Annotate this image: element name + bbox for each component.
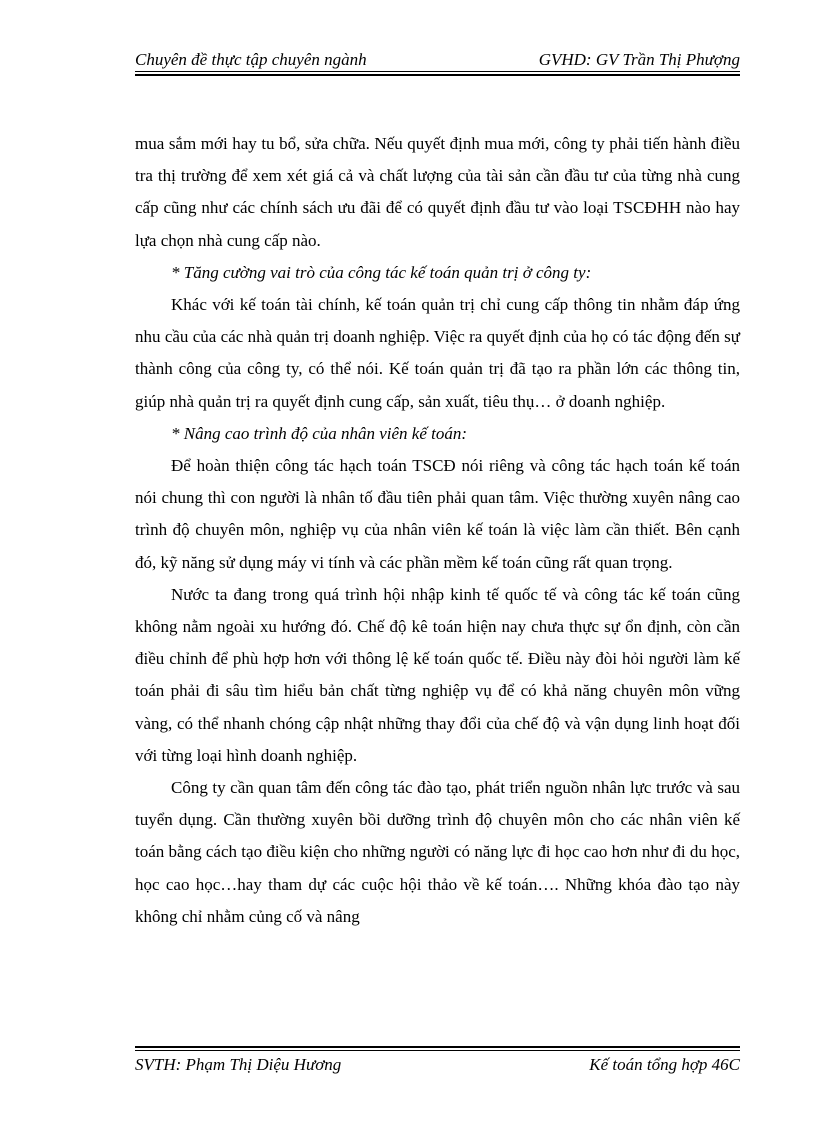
section-heading-staff-training: * Nâng cao trình độ của nhân viên kế toán: <box>171 423 468 443</box>
document-body <box>135 128 740 933</box>
paragraph-human-factor: Để hoàn thiện công tác hạch toán TSCĐ nói riêng và công tác hạch toán kế toán nói chung thì con người là nhân tố đầu tiên phải quan tâm. Việc thường xuyên nâng cao trình độ chuyên môn, nghiệp vụ của nhân viên kế toán là việc làm cần thiết. Bên cạnh đó, kỹ năng sử dụng máy vi tính và các phần mềm kế toán cũng rất quan trọng. <box>135 456 740 572</box>
header-course-title: Chuyên đề thực tập chuyên ngành <box>135 50 367 69</box>
section-heading-management-accounting: * Tăng cường vai trò của công tác kế toán quản trị ở công ty: <box>171 262 592 282</box>
paragraph-management-accounting: Khác với kế toán tài chính, kế toán quản trị chỉ cung cấp thông tin nhằm đáp ứng nhu cầu của các nhà quản trị doanh nghiệp. Việc ra quyết định của họ có tác động đến sự thành công của công ty, có thể nói. Kế toán quản trị đã tạo ra phần lớn các thông tin, giúp nhà quản trị ra quyết định cung cấp, sản xuất, tiêu thụ… ở doanh nghiệp. <box>135 295 740 411</box>
page-footer <box>135 1053 740 1079</box>
footer-student-name: SVTH: Phạm Thị Diệu Hương <box>135 1055 342 1074</box>
footer-class: Kế toán tổng hợp 46C <box>589 1055 740 1074</box>
paragraph-training-development: Công ty cần quan tâm đến công tác đào tạo, phát triển nguồn nhân lực trước và sau tuyển dụng. Cần thường xuyên bồi dưỡng trình độ chuyên môn cho các nhân viên kế toán bằng cách tạo điều kiện cho những người có năng lực đi học cao hơn như đi du học, học cao học…hay tham dự các cuộc hội thảo về kế toán…. Những khóa đào tạo này không chỉ nhằm củng cố và nâng <box>135 778 740 926</box>
header-divider <box>135 71 740 76</box>
paragraph-continuation: mua sắm mới hay tu bổ, sửa chữa. Nếu quyết định mua mới, công ty phải tiến hành điều tra thị trường để xem xét giá cả và chất lượng của tài sản cần đầu tư của từng nhà cung cấp cũng như các chính sách ưu đãi để có quyết định đầu tư vào loại TSCĐHH nào hay lựa chọn nhà cung cấp nào. <box>135 134 740 250</box>
footer-divider <box>135 1046 740 1051</box>
header-advisor: GVHD: GV Trần Thị Phượng <box>538 50 740 69</box>
paragraph-integration: Nước ta đang trong quá trình hội nhập kinh tế quốc tế và công tác kế toán cũng không nằm ngoài xu hướng đó. Chế độ kê toán hiện nay chưa thực sự ổn định, còn cần điều chỉnh để phù hợp hơn với thông lệ kế toán quốc tế. Điều này đòi hỏi người làm kế toán phải đi sâu tìm hiểu bản chất từng nghiệp vụ để có khả năng chuyên môn vững vàng, có thể nhanh chóng cập nhật những thay đổi của chế độ và vận dụng linh hoạt đối với từng loại hình doanh nghiệp. <box>135 584 740 765</box>
